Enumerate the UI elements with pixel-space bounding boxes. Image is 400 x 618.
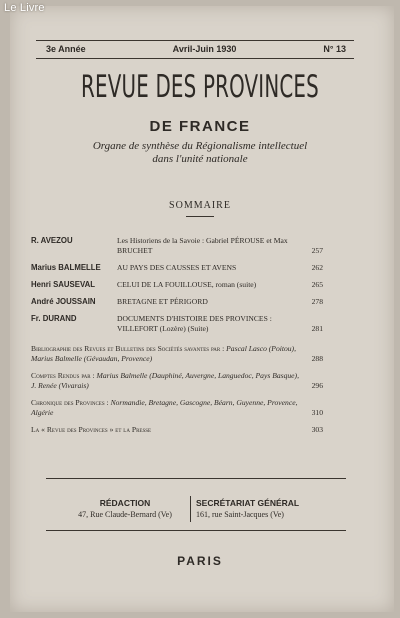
site-logo: Le Livre (4, 2, 45, 14)
journal-title: REVUE DES PROVINCES (81, 69, 319, 105)
toc-section-detail: Marius Balmelle (Dauphiné, Auvergne, Languedoc, Pays Basque), J. Renée (Vivarais) (31, 371, 299, 390)
toc-page: 288 (311, 354, 323, 363)
tagline-line-2: dans l'unité nationale (152, 153, 248, 165)
toc-page: 278 (311, 297, 323, 306)
toc-page: 262 (311, 263, 323, 272)
toc-author: Marius BALMELLE (31, 263, 101, 272)
issue-year: 3e Année (46, 44, 86, 54)
footer-bottom-rule (46, 530, 346, 531)
header-bottom-rule (36, 58, 354, 59)
toc-page: 281 (311, 324, 323, 333)
toc-page: 265 (311, 280, 323, 289)
toc-entry (31, 263, 323, 273)
toc-title: Les Historiens de la Savoie : Gabriel PÉROUSE et Max BRUCHET (117, 236, 288, 255)
toc-author: R. AVEZOU (31, 236, 73, 245)
toc-author: Henri SAUSEVAL (31, 280, 95, 289)
publication-city: PARIS (177, 554, 223, 568)
toc-section-detail: Pascal Lasco (Poitou), Marius Balmelle (Gévaudan, Provence) (31, 344, 296, 363)
secretariat-heading: SECRÉTARIAT GÉNÉRAL (196, 498, 300, 508)
contents-heading: SOMMAIRE (169, 200, 231, 211)
toc-title: BRETAGNE ET PÉRIGORD (117, 297, 208, 306)
editorial-address: 47, Rue Claude-Bernard (Ve) (78, 510, 172, 519)
toc-section (31, 425, 323, 435)
toc-section-text (31, 425, 303, 435)
table-of-contents (31, 236, 323, 442)
toc-title: CELUI DE LA FOUILLOUSE, roman (suite) (117, 280, 257, 289)
toc-entry (31, 297, 323, 307)
editorial-office (54, 498, 196, 520)
toc-section-label: Bibliographie des Revues et Bulletins des Sociétés savantes par : (31, 344, 225, 353)
contents-heading-rule (186, 216, 214, 217)
toc-page: 303 (311, 425, 323, 434)
toc-section-text (31, 344, 303, 364)
toc-author: André JOUSSAIN (31, 297, 96, 306)
toc-page: 257 (311, 246, 323, 255)
toc-section (31, 398, 323, 418)
toc-section-label: La « Revue des Provinces » et la Presse (31, 425, 152, 434)
header-top-rule (36, 40, 354, 41)
tagline-line-1: Organe de synthèse du Régionalisme intellectuel (92, 140, 308, 152)
journal-subtitle: DE FRANCE (149, 118, 251, 135)
toc-entry (31, 280, 323, 290)
toc-section (31, 371, 323, 391)
toc-title: AU PAYS DES CAUSSES ET AVENS (117, 263, 237, 272)
general-secretariat (196, 498, 338, 520)
editorial-heading: RÉDACTION (99, 498, 151, 508)
issue-period: Avril-Juin 1930 (172, 44, 237, 54)
toc-title: DOCUMENTS D'HISTOIRE DES PROVINCES : VILLEFORT (Lozère) (Suite) (117, 314, 272, 333)
toc-author: Fr. DURAND (31, 314, 77, 323)
toc-section-label: Chronique des Provinces : (31, 398, 109, 407)
issue-header (46, 44, 346, 54)
toc-entry (31, 314, 323, 334)
toc-section-label: Comptes Rendus par : (31, 371, 95, 380)
journal-tagline (0, 140, 400, 166)
toc-entry (31, 236, 323, 256)
issue-number: N° 13 (323, 44, 346, 54)
toc-page: 296 (311, 381, 323, 390)
toc-section (31, 344, 323, 364)
toc-section-text (31, 398, 303, 418)
footer-divider (190, 496, 191, 522)
secretariat-address: 161, rue Saint-Jacques (Ve) (196, 510, 284, 519)
footer-top-rule (46, 478, 346, 479)
toc-page: 310 (311, 408, 323, 417)
toc-section-detail: Normandie, Bretagne, Gascogne, Béarn, Guyenne, Provence, Algérie (31, 398, 298, 417)
toc-section-text (31, 371, 303, 391)
